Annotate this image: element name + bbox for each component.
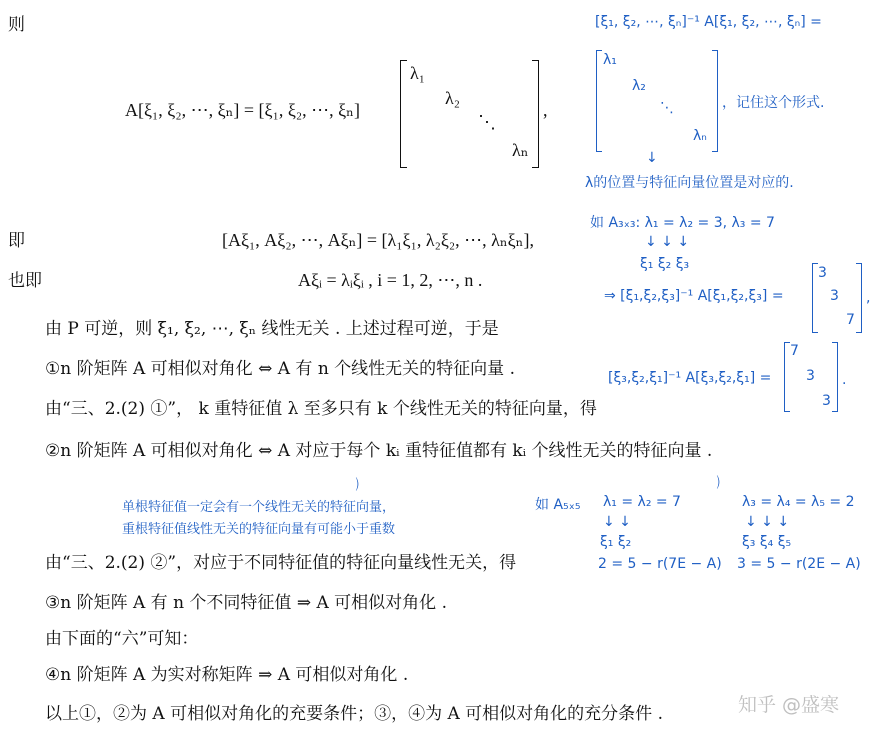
note-down-arrow: ↓	[646, 150, 658, 166]
note-multiple-root: 重根特征值线性无关的特征向量有可能小于重数	[122, 522, 396, 537]
note-lambda-2: λ₂	[632, 78, 646, 94]
example-3x3-diag-2: 3	[830, 288, 839, 304]
example-5x5-eigen-2: λ₃ = λ₄ = λ₅ = 2	[742, 494, 855, 510]
matrix-bracket-right	[532, 60, 539, 168]
note-matrix-bracket-right	[712, 50, 718, 152]
example-5x5-vectors-7: ξ₁ ξ₂	[600, 534, 632, 550]
note-single-root: 单根特征值一定会有一个线性无关的特征向量，	[122, 500, 396, 515]
diag-dots: ⋱	[478, 112, 496, 132]
hand-arrow-right: ⌒	[703, 475, 719, 489]
note-lambda-n: λₙ	[693, 128, 707, 144]
label-ze: 则	[8, 15, 25, 35]
example-5x5-arrows-7: ↓ ↓	[603, 514, 631, 530]
equation-eigen-matrix: A[ξ₁, ξ₂, ⋯, ξₙ] = [ξ₁, ξ₂, ⋯, ξₙ]	[125, 100, 360, 120]
example-5x5-rank-2: 3 = 5 − r(2E − A)	[737, 556, 861, 572]
diag-lambda-2: λ₂	[445, 88, 461, 108]
example-3x3b-bracket-right	[832, 342, 838, 412]
note-position-correspondence: λ的位置与特征向量位置是对应的.	[585, 175, 794, 191]
condition-3: ③n 阶矩阵 A 有 n 个不同特征值 ⇒ A 可相似对角化 .	[45, 593, 447, 613]
condition-4: ④n 阶矩阵 A 为实对称矩阵 ⇒ A 可相似对角化 .	[45, 665, 409, 685]
matrix-bracket-left	[400, 60, 407, 168]
example-3x3-bracket-right	[856, 263, 862, 333]
example-3x3-diag-3: 7	[846, 312, 855, 328]
example-5x5-arrows-2: ↓ ↓ ↓	[745, 514, 790, 530]
example-5x5-rank-7: 2 = 5 − r(7E − A)	[598, 556, 722, 572]
note-matrix-bracket-left	[596, 50, 602, 152]
hand-arrow-left: ⌒	[342, 477, 358, 491]
example-3x3b-diag-1: 7	[790, 343, 799, 359]
example-5x5-eigen-7: λ₁ = λ₂ = 7	[603, 494, 681, 510]
label-ji: 即	[8, 231, 25, 251]
paragraph-p-invertible: 由 P 可逆，则 ξ₁, ξ₂, ⋯, ξₙ 线性无关 . 上述过程可逆，于是	[45, 319, 499, 339]
paragraph-k-fold: 由“三、2.(2) ①”， k 重特征值 λ 至多只有 k 个线性无关的特征向量，得	[45, 399, 597, 419]
example-3x3b-period: .	[842, 372, 847, 388]
example-3x3-diag-1: 3	[818, 265, 827, 281]
example-3x3-similarity: ⇒ [ξ₁,ξ₂,ξ₃]⁻¹ A[ξ₁,ξ₂,ξ₃] =	[604, 288, 784, 304]
diag-lambda-n: λₙ	[512, 140, 529, 160]
example-3x3-reordered: [ξ₃,ξ₂,ξ₁]⁻¹ A[ξ₃,ξ₂,ξ₁] =	[608, 370, 772, 386]
note-inverse-product: [ξ₁, ξ₂, ⋯, ξₙ]⁻¹ A[ξ₁, ξ₂, ⋯, ξₙ] =	[595, 14, 822, 30]
equation-comma: ,	[543, 100, 548, 120]
paragraph-distinct: 由“三、2.(2) ②”，对应于不同特征值的特征向量线性无关，得	[45, 553, 517, 573]
note-remember-form: ，记住这个形式.	[722, 95, 825, 111]
condition-1: ①n 阶矩阵 A 可相似对角化 ⇔ A 有 n 个线性无关的特征向量 .	[45, 359, 515, 379]
diag-lambda-1: λ₁	[410, 63, 426, 83]
note-lambda-1: λ₁	[603, 52, 617, 68]
example-3x3b-diag-2: 3	[806, 368, 815, 384]
paragraph-section-six: 由下面的“六”可知：	[45, 629, 199, 649]
equation-eigen-pair: Aξᵢ = λᵢξᵢ , i = 1, 2, ⋯, n .	[298, 270, 483, 290]
equation-columns: [Aξ₁, Aξ₂, ⋯, Aξₙ] = [λ₁ξ₁, λ₂ξ₂, ⋯, λₙξₙ],	[222, 230, 534, 250]
example-3x3-vectors: ξ₁ ξ₂ ξ₃	[640, 256, 690, 272]
note-dots: ⋱	[660, 100, 674, 116]
example-5x5-vectors-2: ξ₃ ξ₄ ξ₅	[742, 534, 792, 550]
example-3x3b-diag-3: 3	[822, 393, 831, 409]
watermark: 知乎 @盛寒	[738, 694, 840, 716]
condition-2: ②n 阶矩阵 A 可相似对角化 ⇔ A 对应于每个 kᵢ 重特征值都有 kᵢ 个线性无关的特征向量 .	[45, 441, 713, 461]
example-3x3-comma: ,	[866, 290, 871, 306]
label-yeji: 也即	[8, 271, 42, 291]
example-5x5-title: 如 A₅ₓ₅	[535, 497, 581, 513]
example-3x3-arrows: ↓ ↓ ↓	[645, 234, 690, 250]
example-3x3-eigenvalues: 如 A₃ₓ₃: λ₁ = λ₂ = 3, λ₃ = 7	[590, 215, 775, 231]
paragraph-summary: 以上①，②为 A 可相似对角化的充要条件；③，④为 A 可相似对角化的充分条件 .	[45, 704, 663, 724]
